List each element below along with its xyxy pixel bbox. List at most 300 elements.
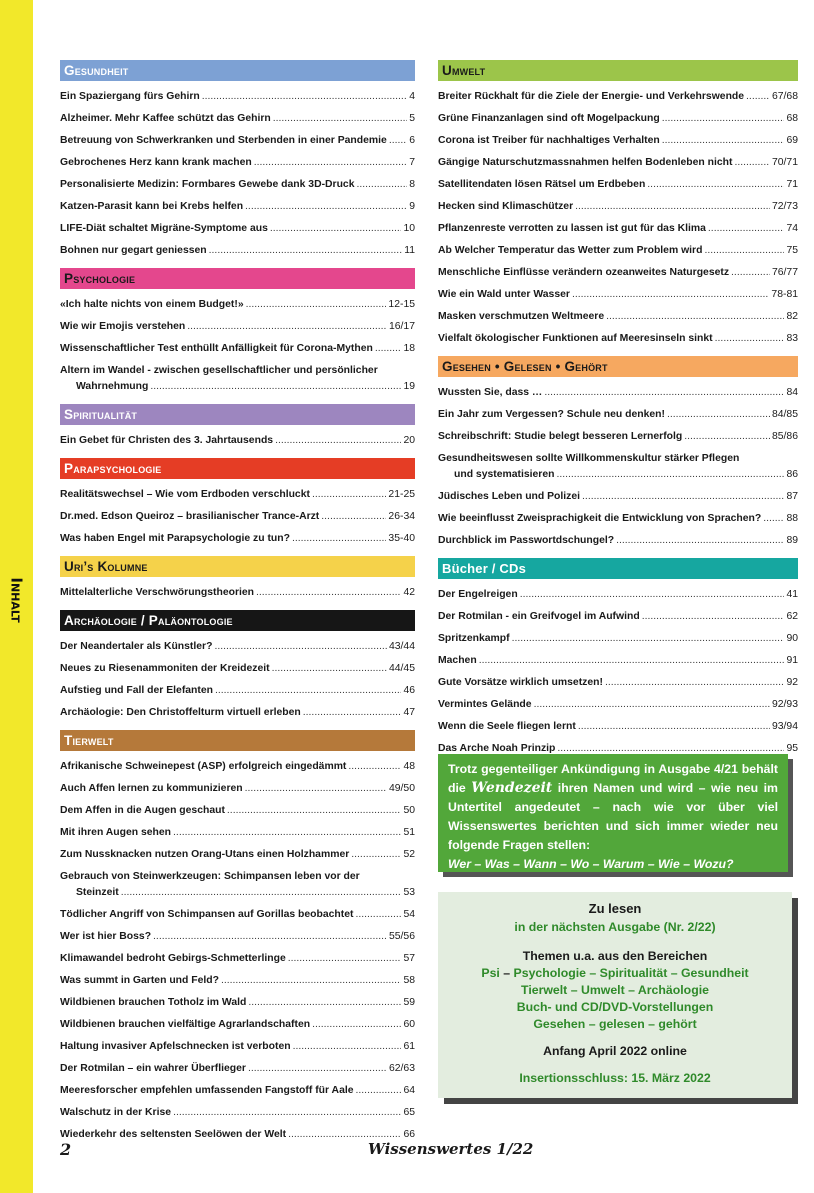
leader-dots (534, 694, 770, 716)
toc-page-number: 93/94 (771, 721, 798, 732)
toc-page-number: 71 (786, 179, 798, 190)
toc-entry-title: Alzheimer. Mehr Kaffee schützt das Gehirn (60, 113, 271, 124)
toc-entry-title: Der Rotmilan – ein wahrer Überflieger (60, 1063, 246, 1074)
toc-page-number: 84/85 (771, 409, 798, 420)
toc-page-number: 19 (403, 381, 415, 392)
leader-dots (273, 108, 407, 130)
toc-entry-title: Zum Nussknacken nutzen Orang-Utans einen Holzhammer (60, 849, 350, 860)
toc-page-number: 48 (403, 761, 415, 772)
toc-entry (60, 1124, 415, 1146)
toc-entry (438, 716, 798, 738)
toc-entry-title: Menschliche Einflüsse verändern ozeanweites Naturgesetz (438, 267, 730, 278)
toc-page-number: 12-15 (388, 299, 415, 310)
toc-page-number: 84 (786, 387, 798, 398)
leader-dots (389, 130, 407, 152)
leader-dots (245, 196, 407, 218)
toc-entry-title: Wenn die Seele fliegen lernt (438, 721, 576, 732)
toc-entry (60, 636, 415, 658)
toc-page-number: 11 (404, 245, 415, 256)
toc-page-number: 52 (403, 849, 415, 860)
toc-entry (60, 822, 415, 844)
toc-entry (438, 108, 798, 130)
toc-page-number: 95 (786, 743, 798, 754)
leader-dots (606, 306, 784, 328)
toc-entry-title: Grüne Finanzanlagen sind oft Mogelpackung (438, 113, 660, 124)
leader-dots (708, 218, 785, 240)
section-heading: Bücher / CDs (438, 558, 798, 579)
leader-dots (731, 262, 770, 284)
leader-dots (746, 86, 770, 108)
toc-entry (60, 108, 415, 130)
leader-dots (270, 218, 402, 240)
toc-page-number: 87 (786, 491, 798, 502)
toc-page-number: 7 (409, 157, 415, 168)
toc-page-number: 43/44 (388, 641, 415, 652)
toc-page-number: 44/45 (388, 663, 415, 674)
section-heading: Gesehen • Gelesen • Gehört (438, 356, 798, 377)
toc-entry-title: Das Arche Noah Prinzip (438, 743, 556, 754)
section-heading: Uri’s Kolumne (60, 556, 415, 577)
toc-page-number: 89 (786, 535, 798, 546)
leader-dots (667, 404, 770, 426)
toc-page-number: 8 (409, 179, 415, 190)
toc-entry-title: Wie ein Wald unter Wasser (438, 289, 570, 300)
toc-entry (60, 1102, 415, 1124)
leader-dots (715, 328, 785, 350)
toc-entry-title: Haltung invasiver Apfelschnecken ist verboten (60, 1041, 291, 1052)
toc-page-number: 92/93 (771, 699, 798, 710)
toc-entry-title: Meeresforscher empfehlen umfassenden Fangstoff für Aale (60, 1085, 354, 1096)
leader-dots (150, 379, 401, 395)
toc-entry-title: Personalisierte Medizin: Formbares Gewebe dank 3D-Druck (60, 179, 355, 190)
toc-entry (438, 86, 798, 108)
toc-entry-title: Vielfalt ökologischer Funktionen auf Meeresinseln sinkt (438, 333, 713, 344)
toc-page-number: 75 (786, 245, 798, 256)
toc-entry-title: Jüdisches Leben und Polizei (438, 491, 581, 502)
toc-entry (60, 240, 415, 262)
notice-questions: Wer – Was – Wann – Wo – Warum – Wie – Wozu? (448, 857, 734, 871)
toc-page-number: 50 (403, 805, 415, 816)
toc-entry (438, 328, 798, 350)
toc-entry-title: Auch Affen lernen zu kommunizieren (60, 783, 243, 794)
toc-entry (438, 174, 798, 196)
themes-heading: Themen u.a. aus den Bereichen (522, 949, 708, 963)
leader-dots (575, 196, 770, 218)
toc-entry-title: Klimawandel bedroht Gebirgs-Schmetterlinge (60, 953, 286, 964)
toc-entry (438, 530, 798, 552)
toc-entry-title: Wildbienen brauchen vielfältige Agrarlandschaften (60, 1019, 311, 1030)
leader-dots (209, 240, 403, 262)
leader-dots (254, 152, 407, 174)
toc-entry (60, 218, 415, 240)
section-parapsychologie (60, 458, 415, 556)
toc-page-number: 86 (786, 469, 798, 480)
toc-entry-title: Vermintes Gelände (438, 699, 532, 710)
leader-dots (221, 970, 401, 992)
toc-entry-title: Aufstieg und Fall der Elefanten (60, 685, 213, 696)
toc-page-number: 49/50 (388, 783, 415, 794)
toc-entry-title: Wissenschaftlicher Test enthüllt Anfälligkeit für Corona-Mythen (60, 343, 373, 354)
toc-entry (60, 680, 415, 702)
toc-entry-title: Bohnen nur gegart geniessen (60, 245, 207, 256)
leader-dots (684, 426, 770, 448)
section-archaologie-palaontologie (60, 610, 415, 730)
toc-entry (60, 800, 415, 822)
toc-entry-title: Dr.med. Edson Queiroz – brasilianischer Trance-Arzt (60, 511, 320, 522)
leader-dots (616, 530, 784, 552)
toc-page-number: 42 (403, 587, 415, 598)
page-number: 2 (60, 1140, 72, 1159)
toc-entry (60, 904, 415, 926)
toc-entry-title-cont: Steinzeit (76, 887, 119, 898)
toc-entry (438, 262, 798, 284)
leader-dots (303, 702, 402, 724)
toc-entry (60, 756, 415, 778)
toc-entry (438, 694, 798, 716)
toc-page-number: 51 (403, 827, 415, 838)
toc-page-number: 72/73 (771, 201, 798, 212)
toc-page-number: 67/68 (771, 91, 798, 102)
toc-page-number: 53 (403, 887, 415, 898)
toc-entry (60, 174, 415, 196)
toc-page-number: 41 (786, 589, 798, 600)
toc-entry-title: Altern im Wandel - zwischen gesellschaftlicher und persönlicher (60, 365, 378, 376)
toc-entry (60, 430, 415, 452)
toc-entry-title: Walschutz in der Krise (60, 1107, 172, 1118)
toc-entry (438, 426, 798, 448)
notice-box (438, 754, 788, 872)
toc-entry (438, 306, 798, 328)
toc-entry-title: Wildbienen brauchen Totholz im Wald (60, 997, 247, 1008)
leader-dots (734, 152, 770, 174)
toc-entry (438, 218, 798, 240)
toc-page-number: 10 (403, 223, 415, 234)
toc-page-number: 91 (786, 655, 798, 666)
section-bucher-cds (438, 558, 798, 766)
leader-dots (662, 108, 785, 130)
toc-entry-title: Ein Jahr zum Vergessen? Schule neu denken! (438, 409, 665, 420)
toc-entry-title: Wiederkehr des seltensten Seelöwen der Welt (60, 1129, 287, 1140)
next-issue-subheading: in der nächsten Ausgabe (Nr. 2/22) (514, 920, 716, 934)
toc-entry-title: Mittelalterliche Verschwörungstheorien (60, 587, 255, 598)
toc-entry (60, 844, 415, 866)
toc-entry (438, 152, 798, 174)
toc-entry (60, 294, 415, 316)
toc-page-number: 55/56 (388, 931, 415, 942)
toc-page-number: 20 (403, 435, 415, 446)
notice-magazine-name: Wendezeit (471, 780, 553, 796)
toc-entry-title: Gute Vorsätze wirklich umsetzen! (438, 677, 603, 688)
toc-entry-title: Archäologie: Den Christoffelturm virtuell erleben (60, 707, 301, 718)
leader-dots (227, 800, 402, 822)
leader-dots (214, 636, 387, 658)
toc-page-number: 9 (409, 201, 415, 212)
magazine-footer-title: Wissenswertes 1/22 (368, 1140, 534, 1158)
sidebar-label-text: Inhalt (8, 577, 27, 623)
leader-dots (173, 1102, 401, 1124)
toc-entry (60, 338, 415, 360)
toc-entry (438, 448, 798, 486)
sidebar-label (6, 565, 28, 635)
toc-page-number: 5 (409, 113, 415, 124)
section-tierwelt (60, 730, 415, 1152)
leader-dots (375, 338, 402, 360)
toc-entry (438, 606, 798, 628)
toc-entry (60, 1014, 415, 1036)
toc-page-number: 62/63 (388, 1063, 415, 1074)
toc-entry-title: Gebrauch von Steinwerkzeugen: Schimpansen leben vor der (60, 871, 360, 882)
leader-dots (605, 672, 784, 694)
toc-entry (60, 196, 415, 218)
toc-entry (438, 240, 798, 262)
section-heading: Psychologie (60, 268, 415, 289)
leader-dots (578, 716, 770, 738)
leader-dots (248, 1058, 387, 1080)
toc-entry-title: Durchblick im Passwortdschungel? (438, 535, 615, 546)
toc-entry-title: Was haben Engel mit Parapsychologie zu tun? (60, 533, 290, 544)
leader-dots (544, 382, 784, 404)
leader-dots (355, 904, 401, 926)
toc-entry (60, 528, 415, 550)
toc-entry (438, 584, 798, 606)
toc-page-number: 78-81 (771, 289, 798, 300)
toc-entry (60, 1036, 415, 1058)
leader-dots (121, 885, 402, 901)
toc-entry-title: Der Engelreigen (438, 589, 518, 600)
toc-page-number: 6 (409, 135, 415, 146)
toc-entry (438, 130, 798, 152)
leader-dots (356, 1080, 402, 1102)
toc-page-number: 35-40 (388, 533, 415, 544)
section-gesundheit (60, 60, 415, 268)
toc-entry (60, 316, 415, 338)
toc-entry (438, 382, 798, 404)
section-spiritualitat (60, 404, 415, 458)
toc-entry-title: Dem Affen in die Augen geschaut (60, 805, 225, 816)
themes-line-2: Tierwelt – Umwelt – Archäologie (521, 983, 709, 997)
leader-dots (321, 506, 386, 528)
leader-dots (272, 658, 387, 680)
leader-dots (357, 174, 408, 196)
toc-entry-title: Was summt in Garten und Feld? (60, 975, 219, 986)
next-issue-heading: Zu lesen (588, 901, 642, 916)
leader-dots (642, 606, 785, 628)
toc-entry-title: Betreuung von Schwerkranken und Sterbenden in einer Pandemie (60, 135, 387, 146)
toc-page-number: 82 (786, 311, 798, 322)
leader-dots (248, 992, 401, 1014)
toc-page-number: 66 (403, 1129, 415, 1140)
leader-dots (763, 508, 784, 530)
section-heading: Parapsychologie (60, 458, 415, 479)
toc-entry (438, 650, 798, 672)
toc-entry-title: Ab Welcher Temperatur das Wetter zum Problem wird (438, 245, 703, 256)
toc-entry (438, 672, 798, 694)
leader-dots (348, 756, 401, 778)
section-uri-s-kolumne (60, 556, 415, 610)
toc-entry-title: Schreibschrift: Studie belegt besseren Lernerfolg (438, 431, 683, 442)
toc-page-number: 60 (403, 1019, 415, 1030)
toc-page-number: 74 (786, 223, 798, 234)
leader-dots (312, 1014, 401, 1036)
toc-page-number: 59 (403, 997, 415, 1008)
themes-line-4: Gesehen – gelesen – gehört (533, 1017, 697, 1031)
leader-dots (479, 650, 785, 672)
toc-entry (60, 992, 415, 1014)
leader-dots (246, 294, 387, 316)
section-heading: Umwelt (438, 60, 798, 81)
toc-entry-title: Mit ihren Augen sehen (60, 827, 172, 838)
toc-entry (438, 508, 798, 530)
toc-entry (438, 284, 798, 306)
toc-entry (60, 970, 415, 992)
toc-page-number: 61 (403, 1041, 415, 1052)
section-heading: Spiritualität (60, 404, 415, 425)
toc-entry (60, 658, 415, 680)
leader-dots (245, 778, 387, 800)
toc-entry (438, 196, 798, 218)
toc-page-number: 64 (403, 1085, 415, 1096)
leader-dots (288, 948, 402, 970)
leader-dots (572, 284, 769, 306)
toc-page-number: 26-34 (388, 511, 415, 522)
section-heading: Archäologie / Paläontologie (60, 610, 415, 631)
leader-dots (173, 822, 401, 844)
leader-dots (512, 628, 785, 650)
toc-entry (60, 1080, 415, 1102)
toc-entry (60, 702, 415, 724)
toc-entry-title: Der Neandertaler als Künstler? (60, 641, 213, 652)
toc-entry-title: Gängige Naturschutzmassnahmen helfen Bodenleben nicht (438, 157, 733, 168)
toc-entry (60, 582, 415, 604)
toc-entry (60, 130, 415, 152)
toc-page-number: 83 (786, 333, 798, 344)
toc-entry (60, 86, 415, 108)
toc-page-number: 68 (786, 113, 798, 124)
leader-dots (582, 486, 784, 508)
leader-dots (704, 240, 784, 262)
section-heading: Gesundheit (60, 60, 415, 81)
toc-entry-title: Katzen-Parasit kann bei Krebs helfen (60, 201, 244, 212)
toc-entry-title: Afrikanische Schweinepest (ASP) erfolgreich eingedämmt (60, 761, 347, 772)
toc-entry (60, 152, 415, 174)
toc-entry-title: Realitätswechsel – Wie vom Erdboden verschluckt (60, 489, 310, 500)
toc-entry-title: Tödlicher Angriff von Schimpansen auf Gorillas beobachtet (60, 909, 354, 920)
toc-entry (60, 866, 415, 904)
leader-dots (153, 926, 387, 948)
leader-dots (275, 430, 401, 452)
toc-entry (60, 778, 415, 800)
leader-dots (520, 584, 785, 606)
leader-dots (187, 316, 387, 338)
section-umwelt (438, 60, 798, 356)
toc-entry-title: Corona ist Treiber für nachhaltiges Verhalten (438, 135, 660, 146)
toc-entry-title: Wussten Sie, dass … (438, 387, 543, 398)
toc-page-number: 90 (786, 633, 798, 644)
themes-line-1: Psychologie – Spiritualität – Gesundheit (513, 966, 749, 980)
toc-entry-title-cont: und systematisieren (454, 469, 555, 480)
toc-page-number: 62 (786, 611, 798, 622)
toc-page-number: 88 (786, 513, 798, 524)
leader-dots (312, 484, 386, 506)
toc-page-number: 92 (786, 677, 798, 688)
section-psychologie (60, 268, 415, 404)
next-issue-online-date: Anfang April 2022 online (543, 1044, 687, 1058)
toc-entry-title: Der Rotmilan - ein Greifvogel im Aufwind (438, 611, 640, 622)
toc-page-number: 57 (403, 953, 415, 964)
leader-dots (293, 1036, 402, 1058)
toc-entry (60, 926, 415, 948)
toc-entry-title-cont: Wahrnehmung (76, 381, 149, 392)
toc-entry-title: Spritzenkampf (438, 633, 510, 644)
toc-entry-title: Gebrochenes Herz kann krank machen (60, 157, 252, 168)
left-column (60, 60, 415, 1152)
toc-entry-title: Neues zu Riesenammoniten der Kreidezeit (60, 663, 270, 674)
leader-dots (351, 844, 401, 866)
toc-entry (60, 484, 415, 506)
toc-entry (60, 948, 415, 970)
right-column (438, 60, 798, 766)
toc-entry (438, 628, 798, 650)
toc-entry-title: Satellitendaten lösen Rätsel um Erdbeben (438, 179, 646, 190)
section-heading: Tierwelt (60, 730, 415, 751)
leader-dots (256, 582, 401, 604)
themes-line-3: Buch- und CD/DVD-Vorstellungen (516, 1000, 714, 1014)
toc-entry-title: Masken verschmutzen Weltmeere (438, 311, 605, 322)
toc-entry-title: LIFE-Diät schaltet Migräne-Symptome aus (60, 223, 268, 234)
toc-entry (438, 404, 798, 426)
toc-entry-title: «Ich halte nichts von einem Budget!» (60, 299, 244, 310)
insertion-deadline: Insertionsschluss: 15. März 2022 (519, 1071, 711, 1085)
toc-entry (60, 1058, 415, 1080)
leader-dots (662, 130, 785, 152)
toc-entry-title: Machen (438, 655, 477, 666)
toc-page-number: 76/77 (771, 267, 798, 278)
section-gesehen-gelesen-gehort (438, 356, 798, 558)
next-issue-box: Zu lesen in der nächsten Ausgabe (Nr. 2/22) Themen u.a. aus den Bereichen Psi – Psychologie – Spiritualität – Gesundheit Tierwelt – Umwelt – Archäologie Buch- und CD/DVD-Vorstellungen Gesehen – gelesen – gehört Anfang April 2022 online Insertionsschluss: 15. März 2022 (438, 892, 792, 1098)
leader-dots (647, 174, 784, 196)
toc-page-number: 46 (403, 685, 415, 696)
toc-page-number: 58 (403, 975, 415, 986)
leader-dots (292, 528, 386, 550)
toc-page-number: 54 (403, 909, 415, 920)
toc-page-number: 18 (403, 343, 415, 354)
toc-page-number: 47 (403, 707, 415, 718)
toc-entry-title: Ein Gebet für Christen des 3. Jahrtausends (60, 435, 274, 446)
toc-page-number: 4 (409, 91, 415, 102)
toc-entry-title: Pflanzenreste verrotten zu lassen ist gut für das Klima (438, 223, 706, 234)
toc-entry-title: Wie beeinflusst Zweisprachigkeit die Entwicklung von Sprachen? (438, 513, 762, 524)
leader-dots (556, 467, 784, 483)
toc-entry-title: Ein Spaziergang fürs Gehirn (60, 91, 200, 102)
toc-entry (438, 486, 798, 508)
toc-entry (60, 506, 415, 528)
toc-page-number: 69 (786, 135, 798, 146)
toc-page-number: 16/17 (388, 321, 415, 332)
toc-page-number: 85/86 (771, 431, 798, 442)
toc-entry-title: Wer ist hier Boss? (60, 931, 152, 942)
leader-dots (215, 680, 401, 702)
toc-entry (60, 360, 415, 398)
toc-page-number: 65 (403, 1107, 415, 1118)
toc-page-number: 70/71 (771, 157, 798, 168)
toc-page-number: 21-25 (388, 489, 415, 500)
toc-entry-title: Gesundheitswesen sollte Willkommenskultur stärker Pflegen (438, 453, 740, 464)
toc-entry-title: Wie wir Emojis verstehen (60, 321, 186, 332)
toc-entry-title: Breiter Rückhalt für die Ziele der Energie- und Verkehrswende (438, 91, 745, 102)
notice-text-after: ihren Namen und wird – wie neu im Untertitel angedeutet – nach wie vor über viel Wissenswertes berichten und sich immer wieder neu folgende Fragen stellen: (448, 781, 778, 852)
toc-entry-title: Hecken sind Klimaschützer (438, 201, 574, 212)
leader-dots (202, 86, 407, 108)
